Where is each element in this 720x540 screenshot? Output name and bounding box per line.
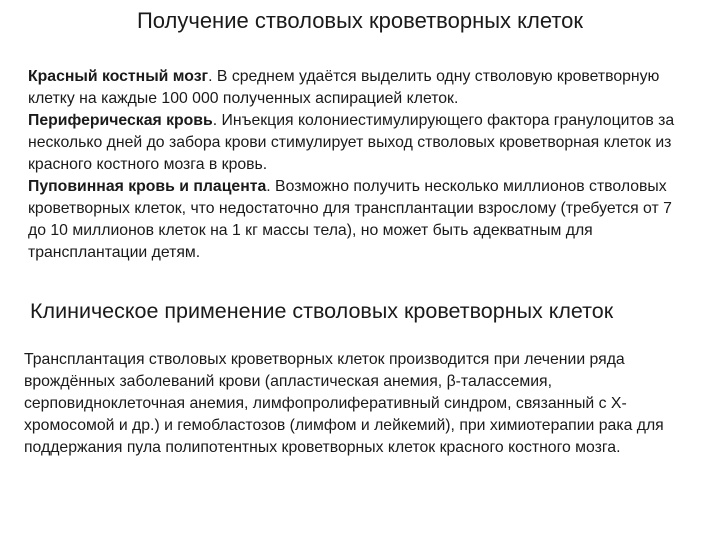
section2-body <box>24 349 714 459</box>
section2-title: Клиническое применение стволовых кроветворных клеток <box>30 299 614 323</box>
text-peripheral-blood: . Инъекция колониестимулирующего фактора гранулоцитов за несколько дней до забора крови стимулирует выход стволовых кроветворная клеток из красного костного мозга в кровь. <box>28 112 675 173</box>
term-bone-marrow: Красный костный мозг <box>28 68 209 85</box>
term-cord-blood: Пуповинная кровь и плацента <box>28 178 267 195</box>
section1-body <box>28 66 678 264</box>
text-cord-blood: . Возможно получить несколько миллионов стволовых кроветворных клеток, что недостаточно для трансплантации взрослому (требуется от 7 до 10 миллионов клеток на 1 кг массы тела), но может быть адекватным для трансплантации детям. <box>28 178 672 261</box>
term-peripheral-blood: Периферическая кровь <box>28 112 213 129</box>
paragraph-clinical-use: Трансплантация стволовых кроветворных клеток производится при лечении ряда врождённых заболеваний крови (апластическая анемия, β-талассемия, серповидноклеточная анемия, лимфопролиферативный синдром, связанный с X-хромосомой и др.) и гемобластозов (лимфом и лейкемий), при химиотерапии рака для поддержания пула полипотентных кроветворных клеток красного костного мозга. <box>24 351 664 456</box>
paragraph-bone-marrow <box>28 66 678 110</box>
paragraph-peripheral-blood <box>28 110 678 176</box>
paragraph-cord-blood <box>28 176 678 264</box>
section1-title: Получение стволовых кроветворных клеток <box>136 8 584 33</box>
text-bone-marrow: . В среднем удаётся выделить одну стволовую кроветворную клетку на каждые 100 000 полученных аспирацией клеток. <box>28 68 660 107</box>
